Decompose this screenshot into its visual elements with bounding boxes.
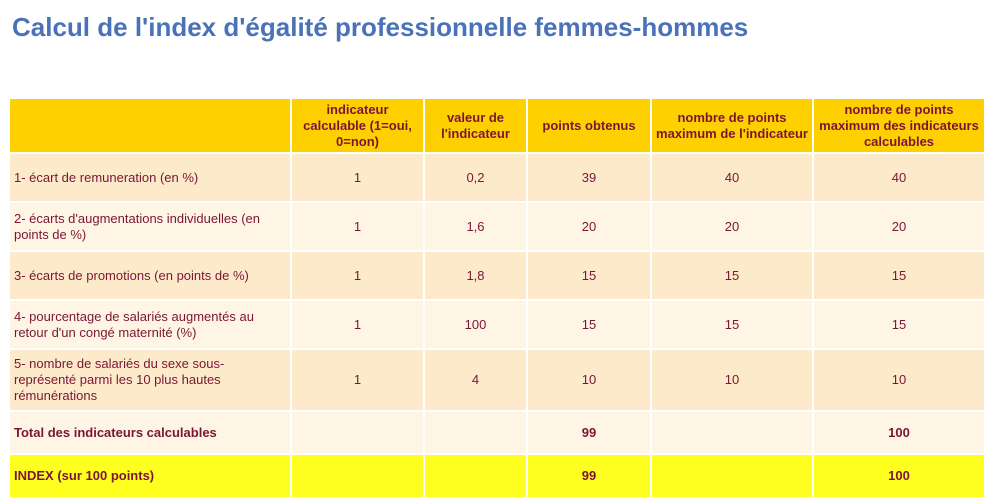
table-row: [9, 153, 985, 202]
index-max: 100: [813, 454, 985, 498]
cell-points: 15: [527, 300, 651, 349]
header-cell-points: points obtenus: [527, 98, 651, 153]
cell-calculable: 1: [291, 153, 424, 202]
cell-calculable: 1: [291, 202, 424, 251]
row-label: 3- écarts de promotions (en points de %): [9, 251, 291, 300]
cell-max-indicator: 10: [651, 349, 813, 411]
total-row: [9, 411, 985, 454]
index-table: [8, 97, 986, 499]
index-empty-cell: [291, 454, 424, 498]
index-row: [9, 454, 985, 498]
total-empty-cell: [424, 411, 527, 454]
index-label: INDEX (sur 100 points): [9, 454, 291, 498]
cell-calculable: 1: [291, 349, 424, 411]
row-label: 1- écart de remuneration (en %): [9, 153, 291, 202]
cell-value: 4: [424, 349, 527, 411]
index-empty-cell: [651, 454, 813, 498]
header-cell-max-indicator: nombre de points maximum de l'indicateur: [651, 98, 813, 153]
row-label: 2- écarts d'augmentations individuelles (en points de %): [9, 202, 291, 251]
page-title: Calcul de l'index d'égalité professionnelle femmes-hommes: [12, 12, 749, 42]
total-max: 100: [813, 411, 985, 454]
table-row: [9, 251, 985, 300]
total-empty-cell: [651, 411, 813, 454]
cell-calculable: 1: [291, 300, 424, 349]
cell-calculable: 1: [291, 251, 424, 300]
cell-max-indicator: 15: [651, 300, 813, 349]
row-label: 5- nombre de salariés du sexe sous-représenté parmi les 10 plus hautes rémunérations: [9, 349, 291, 411]
cell-points: 10: [527, 349, 651, 411]
index-points: 99: [527, 454, 651, 498]
cell-value: 100: [424, 300, 527, 349]
header-cell-value: valeur de l'indicateur: [424, 98, 527, 153]
index-empty-cell: [424, 454, 527, 498]
cell-max-calculable: 15: [813, 251, 985, 300]
cell-max-indicator: 40: [651, 153, 813, 202]
cell-max-calculable: 20: [813, 202, 985, 251]
table-row: [9, 349, 985, 411]
cell-value: 1,8: [424, 251, 527, 300]
cell-value: 1,6: [424, 202, 527, 251]
cell-points: 15: [527, 251, 651, 300]
cell-max-indicator: 15: [651, 251, 813, 300]
header-row: [9, 98, 985, 153]
header-cell-label: [9, 98, 291, 153]
cell-points: 20: [527, 202, 651, 251]
total-points: 99: [527, 411, 651, 454]
total-label: Total des indicateurs calculables: [9, 411, 291, 454]
cell-max-indicator: 20: [651, 202, 813, 251]
row-label: 4- pourcentage de salariés augmentés au retour d'un congé maternité (%): [9, 300, 291, 349]
header-cell-calculable: indicateur calculable (1=oui, 0=non): [291, 98, 424, 153]
cell-max-calculable: 10: [813, 349, 985, 411]
cell-max-calculable: 15: [813, 300, 985, 349]
total-empty-cell: [291, 411, 424, 454]
header-cell-max-calculable: nombre de points maximum des indicateurs calculables: [813, 98, 985, 153]
table-row: [9, 202, 985, 251]
table-row: [9, 300, 985, 349]
cell-value: 0,2: [424, 153, 527, 202]
cell-max-calculable: 40: [813, 153, 985, 202]
cell-points: 39: [527, 153, 651, 202]
